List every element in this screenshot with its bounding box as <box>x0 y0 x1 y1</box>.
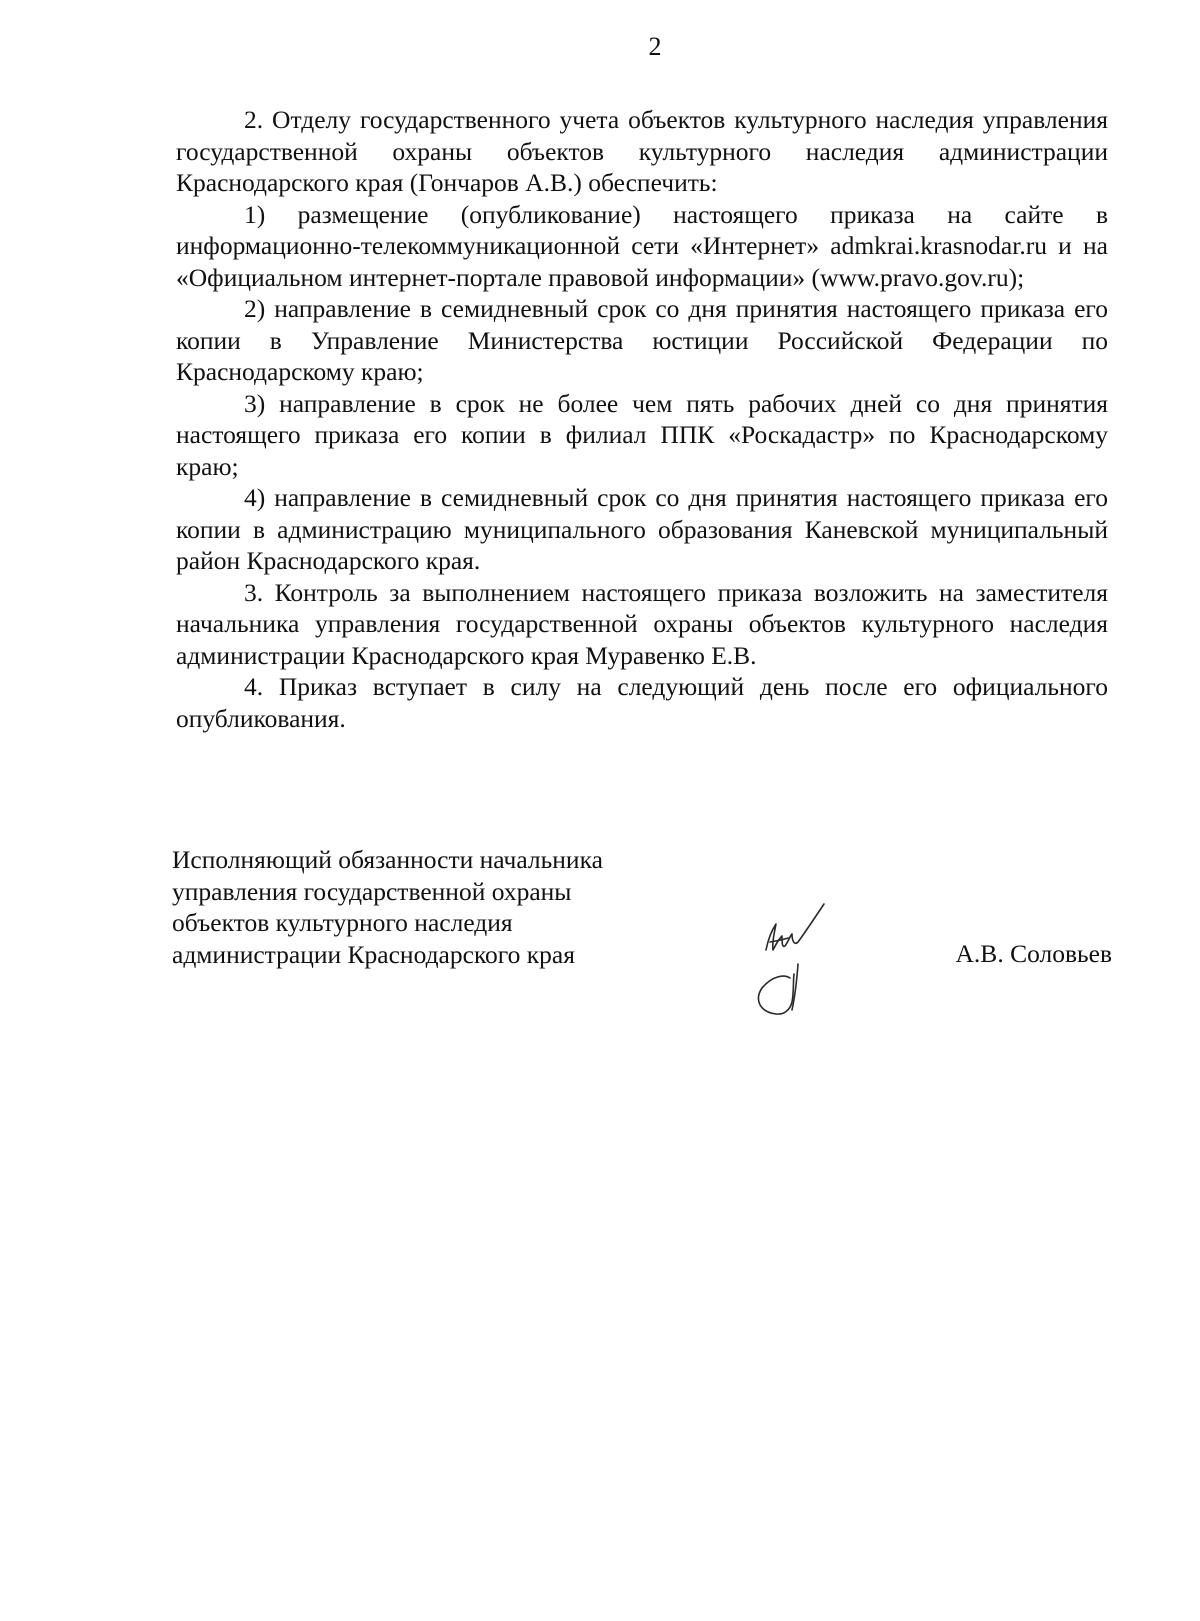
paragraph-2-item-1: 1) размещение (опубликование) настоящего приказа на сайте в информационно-телекоммуникационной сети «Интернет» admkrai.krasnodar.ru и на «Официальном интернет-портале правовой информации» (www.pravo.gov.ru); <box>176 199 1108 292</box>
page-number: 2 <box>648 32 662 61</box>
signer-title-line: управления государственной охраны <box>172 876 572 906</box>
paragraph-2-item-4: 4) направление в семидневный срок со дня принятия настоящего приказа его копии в администрацию муниципального образования Каневской муниципальный район Краснодарского края. <box>176 483 1108 575</box>
signer-title-line: Исполняющий обязанности начальника <box>172 845 603 874</box>
document-body <box>176 104 1108 734</box>
signer-title-line: объектов культурного наследия <box>172 908 513 937</box>
signer-title <box>172 844 692 970</box>
signer-name: А.В. Соловьев <box>955 939 1112 968</box>
paragraph-2-item-3: 3) направление в срок не более чем пять рабочих дней со дня принятия настоящего приказа его копии в филиал ППК «Роскадастр» по Краснодарскому краю; <box>176 388 1108 481</box>
signature-block <box>172 844 1112 1044</box>
paragraph-4: 4. Приказ вступает в силу на следующий день после его официального опубликования. <box>176 672 1108 733</box>
paragraph-2: 2. Отделу государственного учета объектов культурного наследия управления государственной охраны объектов культурного наследия администрации Краснодарского края (Гончаров А.В.) обеспечить: <box>176 105 1108 197</box>
signer-title-line: администрации Краснодарского края <box>172 939 575 969</box>
paragraph-2-item-2: 2) направление в семидневный срок со дня принятия настоящего приказа его копии в Управление Министерства юстиции Российской Федерации по Краснодарскому краю; <box>176 294 1108 386</box>
paragraph-3: 3. Контроль за выполнением настоящего приказа возложить на заместителя начальника управления государственной охраны объектов культурного наследия администрации Краснодарского края Муравенко Е.В. <box>176 577 1108 670</box>
handwritten-signature <box>732 878 842 1018</box>
